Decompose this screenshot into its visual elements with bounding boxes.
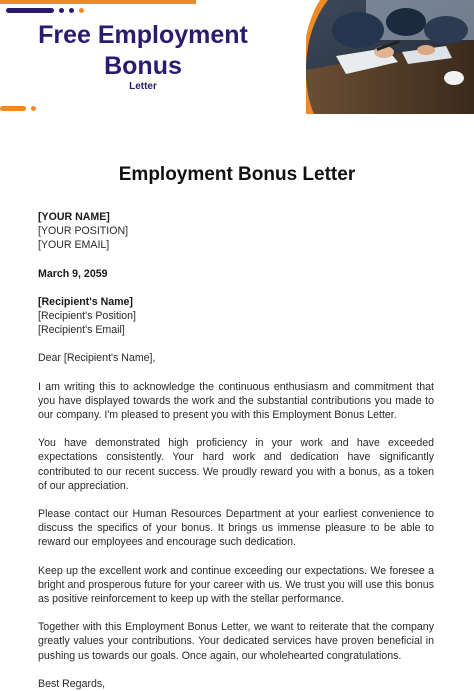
orange-accent-bar-small xyxy=(0,106,26,111)
template-header xyxy=(0,0,474,118)
paragraph-acknowledgement: I am writing this to acknowledge the continuous enthusiasm and commitment that you have displayed towards the work and the substantial contributions you made to our company. I'm pleased to present you with this Employment Bonus Letter. xyxy=(38,380,434,422)
letter-date: March 9, 2059 xyxy=(38,267,108,280)
closing: Best Regards, xyxy=(38,677,106,690)
recipient-position: [Recipient's Position] xyxy=(38,310,137,323)
letter-body xyxy=(38,210,434,691)
banner-subtitle: Letter xyxy=(129,81,157,92)
document-title: Employment Bonus Letter xyxy=(118,164,356,185)
recipient-email: [Recipient's Email] xyxy=(38,324,125,337)
navy-dot xyxy=(69,8,74,13)
navy-dot xyxy=(59,8,64,13)
sender-name: [YOUR NAME] xyxy=(38,211,110,223)
decorative-dots-bottom xyxy=(0,106,36,111)
salutation: Dear [Recipient's Name], xyxy=(38,352,156,365)
office-meeting-photo xyxy=(306,0,474,114)
sender-email: [YOUR EMAIL] xyxy=(38,239,110,252)
photo-illustration xyxy=(306,0,474,114)
orange-dot xyxy=(79,8,84,13)
orange-dot xyxy=(31,106,36,111)
orange-accent-bar xyxy=(0,0,196,4)
decorative-dots-top xyxy=(6,8,84,13)
paragraph-congratulations: Together with this Employment Bonus Letter, we want to reiterate that the company greatly values your contributions. Your dedicated services have proven beneficial in pushing us towards our goals. Once again, our wholehearted congratulations. xyxy=(38,621,434,662)
recipient-name: [Recipient's Name] xyxy=(38,295,133,308)
paragraph-encouragement: Keep up the excellent work and continue exceeding our expectations. We foresee a bright and prosperous future for your career with us. We trust you will use this bonus as positive reinforcement to keep up with the stellar performance. xyxy=(38,564,434,606)
navy-accent-bar xyxy=(6,8,54,13)
banner-title-line1: Free Employment xyxy=(38,21,248,49)
banner-title-line2: Bonus xyxy=(104,52,182,80)
paragraph-contact-hr: Please contact our Human Resources Department at your earliest convenience to discuss the specifics of your bonus. It brings us immense pleasure to be able to reward our employees and encourage such dedication. xyxy=(38,508,434,549)
paragraph-proficiency: You have demonstrated high proficiency in your work and have exceeded expectations consistently. Your hard work and dedication have significantly contributed to our recent success. We proudly reward you with a bonus, as a token of our appreciation. xyxy=(38,437,434,492)
sender-position: [YOUR POSITION] xyxy=(38,225,129,238)
banner-title xyxy=(0,21,286,80)
